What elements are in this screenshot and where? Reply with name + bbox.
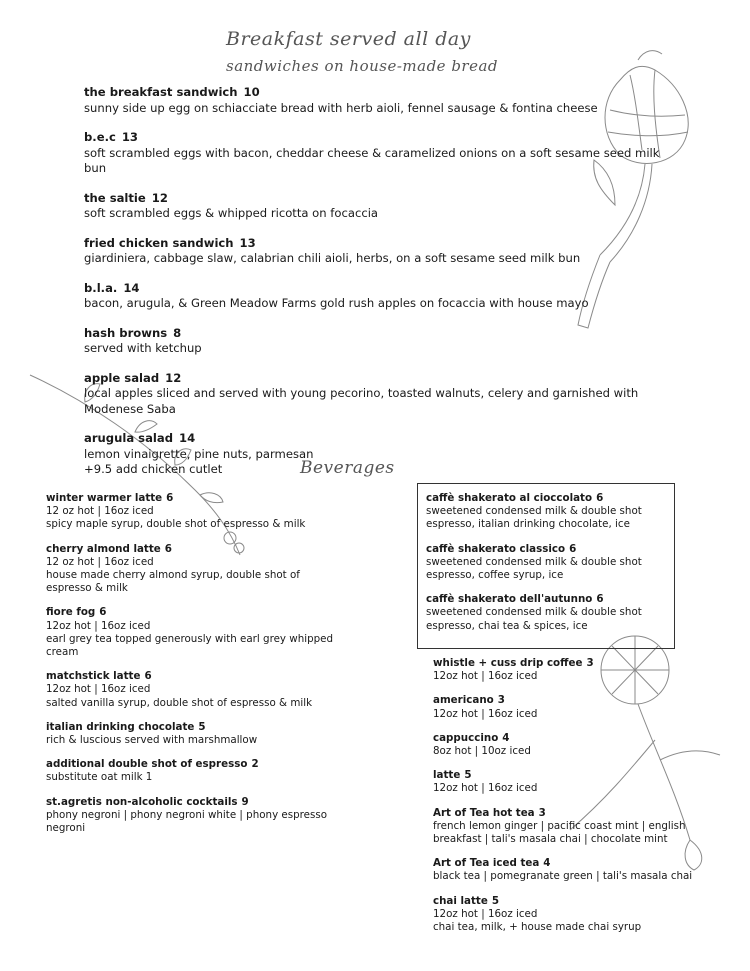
beverage-detail: 12oz hot | 16oz iced (433, 670, 538, 683)
beverage-title: winter warmer latte (46, 492, 163, 504)
menu-title: Breakfast served all day (226, 28, 471, 50)
menu-item-name (84, 236, 684, 252)
beverage-name (46, 721, 336, 734)
beverages-right-column (433, 657, 703, 945)
beverage-price: 6 (596, 593, 604, 606)
menu-item (84, 371, 684, 418)
beverage-title: chai latte (433, 894, 488, 907)
beverage-price: 6 (596, 492, 604, 504)
beverage-name (46, 670, 336, 683)
beverage-name (46, 796, 336, 809)
beverage-name (433, 769, 703, 782)
beverage-price: 3 (538, 806, 546, 819)
menu-item-name (84, 130, 684, 146)
beverage-detail: 12oz hot | 16oz iced (433, 707, 538, 720)
beverage-title: italian drinking chocolate (46, 720, 195, 733)
menu-item-title: b.l.a. (84, 280, 118, 295)
beverage-title: Art of Tea hot tea (433, 806, 535, 819)
menu-item-price: 12 (151, 190, 168, 205)
beverage-detail: sweetened condensed milk & double shot espresso, italian drinking chocolate, ice (426, 505, 642, 531)
beverage-item (46, 543, 336, 596)
beverage-detail: house made cherry almond syrup, double shot of espresso & milk (46, 569, 300, 595)
beverage-name (46, 758, 336, 771)
beverage-name (433, 807, 703, 820)
beverage-detail: 12oz hot | 16oz iced (46, 619, 151, 632)
menu-item-title: apple salad (84, 370, 160, 385)
beverage-price: 3 (497, 694, 505, 707)
beverage-name (426, 593, 666, 606)
menu-item-title: arugula salad (84, 431, 174, 445)
beverage-item (433, 857, 703, 883)
menu-item-description: sunny side up egg on schiacciate bread with herb aioli, fennel sausage & fontina cheese (84, 100, 598, 115)
beverage-item (433, 694, 703, 720)
menu-item-price: 14 (179, 431, 196, 445)
beverage-detail: french lemon ginger | pacific coast mint | english breakfast | tali's masala chai | chocolate mint (433, 819, 686, 846)
beverage-name (433, 895, 703, 908)
beverage-item (46, 670, 336, 710)
beverage-title: americano (433, 694, 494, 707)
menu-item (84, 85, 684, 116)
menu-item-name (84, 191, 684, 207)
menu-item-description: soft scrambled eggs with bacon, cheddar cheese & caramelized onions on a soft sesame seed milk bun (84, 145, 660, 175)
food-list (84, 85, 684, 492)
menu-item (84, 236, 684, 267)
shakerato-box (417, 483, 675, 649)
menu-item-name (84, 85, 684, 101)
beverage-price: 4 (543, 857, 551, 870)
beverage-item (46, 721, 336, 747)
beverage-title: whistle + cuss drip coffee (433, 657, 583, 669)
beverage-item (46, 758, 336, 784)
menu-item-title: b.e.c (84, 130, 116, 144)
menu-item-title: the saltie (84, 190, 146, 205)
beverage-title: caffè shakerato al cioccolato (426, 492, 593, 504)
beverage-title: cherry almond latte (46, 542, 161, 555)
menu-item-price: 12 (165, 370, 182, 385)
beverage-item (46, 796, 336, 836)
menu-item-title: fried chicken sandwich (84, 235, 234, 250)
beverage-title: caffè shakerato dell'autunno (426, 593, 593, 606)
menu-item-price: 13 (121, 130, 138, 144)
menu-item-description: giardiniera, cabbage slaw, calabrian chili aioli, herbs, on a soft sesame seed milk bun (84, 251, 581, 265)
menu-item (84, 130, 684, 177)
beverage-title: Art of Tea iced tea (433, 857, 540, 870)
beverage-title: fiore fog (46, 606, 96, 619)
menu-item-price: 14 (123, 280, 140, 295)
beverage-name (46, 606, 336, 619)
menu-item-name (84, 281, 684, 297)
beverage-item (426, 593, 666, 633)
menu-item-title: hash browns (84, 325, 168, 340)
menu-item-name (84, 326, 684, 342)
beverage-price: 6 (99, 606, 107, 619)
beverage-detail: black tea | pomegranate green | tali's masala chai (433, 870, 693, 883)
beverage-detail: 12oz hot | 16oz iced (433, 782, 538, 795)
menu-item-price: 13 (239, 235, 256, 250)
beverage-item (426, 492, 666, 532)
menu-item-addon: +9.5 add chicken cutlet (84, 462, 223, 476)
beverage-detail: salted vanilla syrup, double shot of espresso & milk (46, 696, 313, 709)
beverage-detail: substitute oat milk 1 (46, 771, 153, 784)
beverage-price: 3 (586, 657, 594, 669)
beverage-name (426, 543, 666, 556)
beverage-title: st.agretis non-alcoholic cocktails (46, 795, 238, 808)
menu-subtitle: sandwiches on house-made bread (226, 57, 499, 75)
beverage-item (433, 732, 703, 758)
menu-item (84, 431, 684, 478)
beverage-item (433, 769, 703, 795)
beverage-price: 5 (198, 720, 206, 733)
beverage-detail: rich & luscious served with marshmallow (46, 734, 258, 747)
menu-item (84, 326, 684, 357)
beverage-item (433, 807, 703, 847)
menu-item-description: local apples sliced and served with young pecorino, toasted walnuts, celery and garnished with Modenese Saba (84, 386, 639, 416)
beverage-detail: spicy maple syrup, double shot of espresso & milk (46, 518, 306, 531)
menu-item-price: 10 (243, 85, 260, 99)
beverages-heading: Beverages (300, 458, 395, 478)
menu-item (84, 281, 684, 312)
menu-item-name (84, 371, 684, 387)
beverage-title: caffè shakerato classico (426, 542, 566, 555)
beverage-detail: earl grey tea topped generously with earl grey whipped cream (46, 632, 334, 659)
beverage-price: 2 (251, 758, 259, 771)
beverage-price: 6 (144, 670, 152, 683)
menu-item-description: bacon, arugula, & Green Meadow Farms gold rush apples on focaccia with house mayo (84, 296, 589, 310)
beverage-price: 6 (166, 492, 174, 504)
menu-item (84, 191, 684, 222)
beverage-detail: 12 oz hot | 16oz iced (46, 555, 154, 568)
beverage-detail: 8oz hot | 10oz iced (433, 745, 531, 758)
beverage-item (433, 895, 703, 935)
beverage-item (46, 492, 336, 532)
beverage-item (433, 657, 703, 683)
beverage-item (426, 543, 666, 583)
menu-item-description: lemon vinaigrette, pine nuts, parmesan (84, 446, 314, 461)
beverage-title: matchstick latte (46, 670, 141, 683)
beverage-title: additional double shot of espresso (46, 758, 248, 771)
menu-item-price: 8 (173, 325, 182, 340)
beverages-left-column (46, 492, 336, 846)
beverage-name (426, 492, 666, 505)
beverage-item (46, 606, 336, 659)
beverage-name (433, 857, 703, 870)
menu-item-description: served with ketchup (84, 341, 202, 355)
beverage-detail: sweetened condensed milk & double shot espresso, chai tea & spices, ice (426, 606, 642, 632)
beverage-price: 4 (502, 731, 510, 744)
beverage-name (46, 492, 336, 505)
beverage-name (433, 657, 703, 670)
beverage-price: 9 (241, 795, 249, 808)
menu-item-title: the breakfast sandwich (84, 85, 238, 99)
beverage-detail: chai tea, milk, + house made chai syrup (433, 921, 642, 934)
menu-item-name (84, 431, 684, 447)
beverage-price: 6 (164, 542, 172, 555)
beverage-detail: 12oz hot | 16oz iced (46, 683, 151, 696)
beverage-detail: sweetened condensed milk & double shot espresso, coffee syrup, ice (426, 555, 642, 582)
beverage-name (433, 694, 703, 707)
beverage-name (433, 732, 703, 745)
beverage-title: cappuccino (433, 731, 499, 744)
beverage-detail: phony negroni | phony negroni white | phony espresso negroni (46, 808, 328, 835)
beverage-price: 5 (491, 894, 499, 907)
beverage-price: 6 (569, 542, 577, 555)
beverage-title: latte (433, 769, 461, 782)
beverage-detail: 12 oz hot | 16oz iced (46, 505, 154, 518)
beverage-detail: 12oz hot | 16oz iced (433, 907, 538, 920)
beverage-name (46, 543, 336, 556)
beverage-price: 5 (464, 769, 472, 782)
menu-item-description: soft scrambled eggs & whipped ricotta on focaccia (84, 206, 379, 220)
